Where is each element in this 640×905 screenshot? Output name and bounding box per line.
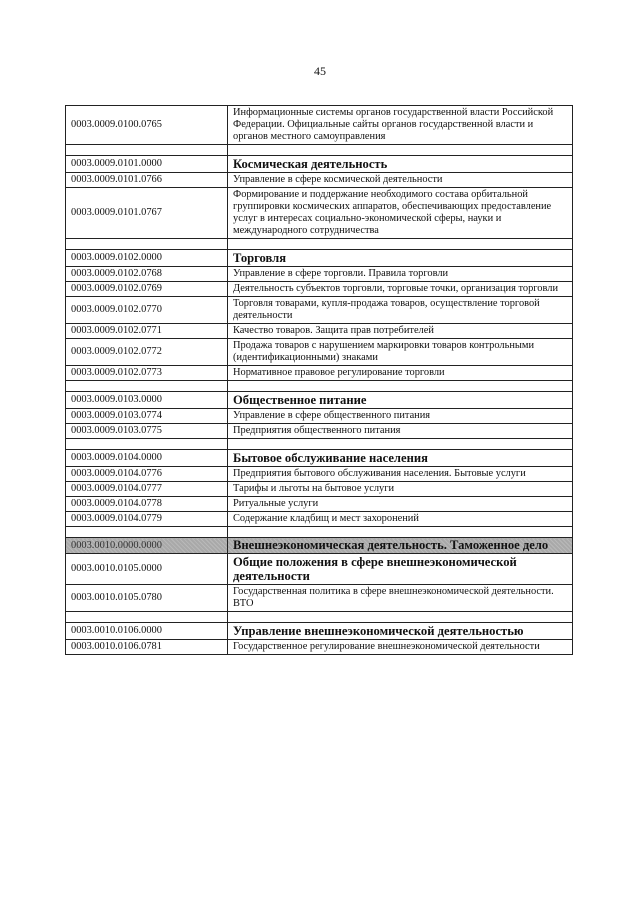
row-code bbox=[66, 527, 228, 538]
spacer-row bbox=[66, 612, 573, 623]
row-code: 0003.0009.0102.0771 bbox=[66, 324, 228, 339]
row-code: 0003.0010.0106.0781 bbox=[66, 640, 228, 655]
row-text: Формирование и поддержание необходимого состава орбитальной группировки космических аппаратов, обеспечивающих предоставление услуг в интересах социально-экономической сферы, науки и международного сотрудничества bbox=[228, 188, 573, 239]
row-code: 0003.0010.0105.0780 bbox=[66, 585, 228, 612]
table-row bbox=[66, 585, 573, 612]
row-text: Нормативное правовое регулирование торговли bbox=[228, 366, 573, 381]
section-header-row bbox=[66, 623, 573, 640]
section-title: Общие положения в сфере внешнеэкономической деятельности bbox=[228, 554, 573, 585]
row-code: 0003.0009.0101.0767 bbox=[66, 188, 228, 239]
section-header-row bbox=[66, 156, 573, 173]
row-text: Продажа товаров с нарушением маркировки товаров контрольными (идентификационными) знаками bbox=[228, 339, 573, 366]
row-text: Информационные системы органов государственной власти Российской Федерации. Официальные сайты органов государственной власти и органов местного самоуправления bbox=[228, 106, 573, 145]
row-code: 0003.0010.0106.0000 bbox=[66, 623, 228, 640]
section-title: Бытовое обслуживание населения bbox=[228, 450, 573, 467]
row-text: Деятельность субъектов торговли, торговые точки, организация торговли bbox=[228, 282, 573, 297]
spacer-row bbox=[66, 239, 573, 250]
section-title: Управление внешнеэкономической деятельностью bbox=[228, 623, 573, 640]
row-code: 0003.0010.0105.0000 bbox=[66, 554, 228, 585]
row-code bbox=[66, 439, 228, 450]
table-row bbox=[66, 267, 573, 282]
row-text: Государственная политика в сфере внешнеэкономической деятельности. ВТО bbox=[228, 585, 573, 612]
row-text bbox=[228, 381, 573, 392]
row-code: 0003.0009.0101.0000 bbox=[66, 156, 228, 173]
section-header-row bbox=[66, 554, 573, 585]
spacer-row bbox=[66, 381, 573, 392]
row-text: Ритуальные услуги bbox=[228, 497, 573, 512]
spacer-row bbox=[66, 527, 573, 538]
row-text: Предприятия общественного питания bbox=[228, 424, 573, 439]
table-row bbox=[66, 409, 573, 424]
row-code: 0003.0009.0101.0766 bbox=[66, 173, 228, 188]
row-text: Качество товаров. Защита прав потребителей bbox=[228, 324, 573, 339]
row-text: Торговля товарами, купля-продажа товаров, осуществление торговой деятельности bbox=[228, 297, 573, 324]
table-row bbox=[66, 188, 573, 239]
row-code: 0003.0009.0102.0769 bbox=[66, 282, 228, 297]
row-code: 0003.0009.0103.0774 bbox=[66, 409, 228, 424]
table-row bbox=[66, 339, 573, 366]
row-code bbox=[66, 239, 228, 250]
chapter-header-row bbox=[66, 538, 573, 554]
row-code bbox=[66, 145, 228, 156]
section-title: Торговля bbox=[228, 250, 573, 267]
row-code: 0003.0009.0104.0776 bbox=[66, 467, 228, 482]
row-code: 0003.0009.0102.0000 bbox=[66, 250, 228, 267]
row-code bbox=[66, 381, 228, 392]
row-code: 0003.0009.0104.0000 bbox=[66, 450, 228, 467]
row-text: Государственное регулирование внешнеэкономической деятельности bbox=[228, 640, 573, 655]
section-title: Космическая деятельность bbox=[228, 156, 573, 173]
row-text bbox=[228, 439, 573, 450]
classifier-table bbox=[65, 105, 573, 655]
section-title: Общественное питание bbox=[228, 392, 573, 409]
row-text: Тарифы и льготы на бытовое услуги bbox=[228, 482, 573, 497]
table-row bbox=[66, 640, 573, 655]
row-text: Управление в сфере космической деятельности bbox=[228, 173, 573, 188]
row-text: Управление в сфере общественного питания bbox=[228, 409, 573, 424]
table-row bbox=[66, 497, 573, 512]
row-text: Содержание кладбищ и мест захоронений bbox=[228, 512, 573, 527]
table-row bbox=[66, 106, 573, 145]
table-row bbox=[66, 297, 573, 324]
row-code: 0003.0009.0102.0768 bbox=[66, 267, 228, 282]
row-text: Управление в сфере торговли. Правила торговли bbox=[228, 267, 573, 282]
row-code: 0003.0009.0103.0000 bbox=[66, 392, 228, 409]
row-text bbox=[228, 527, 573, 538]
row-code: 0003.0010.0000.0000 bbox=[66, 538, 228, 554]
chapter-title: Внешнеэкономическая деятельность. Таможенное дело bbox=[228, 538, 573, 554]
table-row bbox=[66, 482, 573, 497]
section-header-row bbox=[66, 392, 573, 409]
row-code bbox=[66, 612, 228, 623]
section-header-row bbox=[66, 250, 573, 267]
spacer-row bbox=[66, 145, 573, 156]
row-code: 0003.0009.0102.0770 bbox=[66, 297, 228, 324]
table-row bbox=[66, 512, 573, 527]
row-text: Предприятия бытового обслуживания населения. Бытовые услуги bbox=[228, 467, 573, 482]
table-row bbox=[66, 173, 573, 188]
table-row bbox=[66, 366, 573, 381]
table-row bbox=[66, 467, 573, 482]
row-code: 0003.0009.0100.0765 bbox=[66, 106, 228, 145]
table-row bbox=[66, 324, 573, 339]
row-text bbox=[228, 145, 573, 156]
row-code: 0003.0009.0103.0775 bbox=[66, 424, 228, 439]
page-number: 45 bbox=[314, 64, 326, 78]
row-code: 0003.0009.0102.0772 bbox=[66, 339, 228, 366]
table-row bbox=[66, 282, 573, 297]
row-code: 0003.0009.0104.0778 bbox=[66, 497, 228, 512]
section-header-row bbox=[66, 450, 573, 467]
row-text bbox=[228, 239, 573, 250]
spacer-row bbox=[66, 439, 573, 450]
table-row bbox=[66, 424, 573, 439]
row-code: 0003.0009.0102.0773 bbox=[66, 366, 228, 381]
row-code: 0003.0009.0104.0777 bbox=[66, 482, 228, 497]
row-code: 0003.0009.0104.0779 bbox=[66, 512, 228, 527]
row-text bbox=[228, 612, 573, 623]
